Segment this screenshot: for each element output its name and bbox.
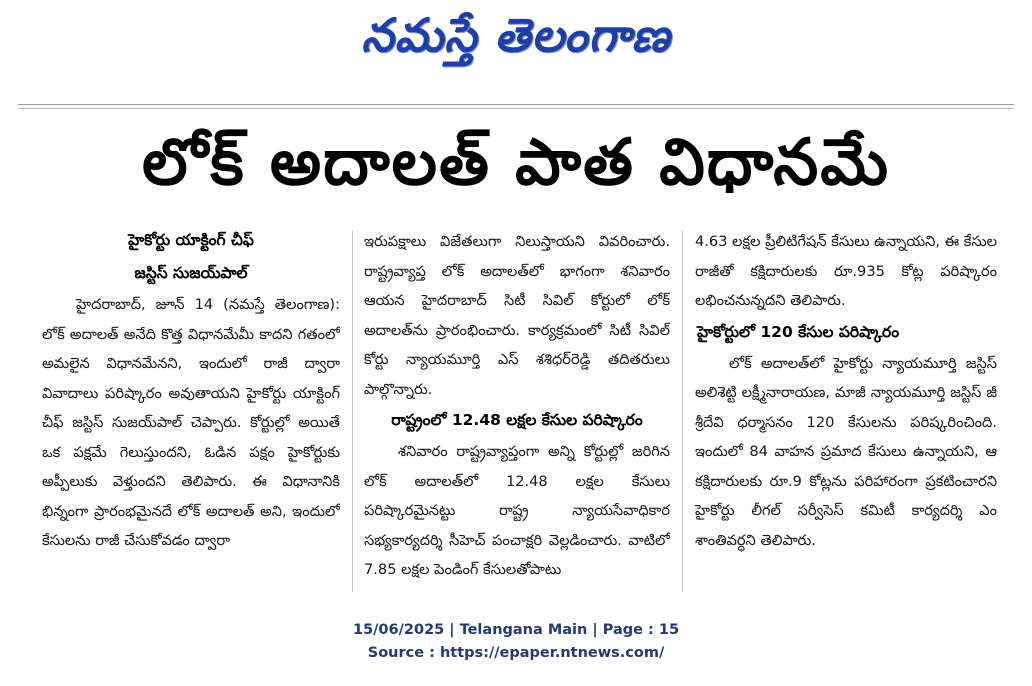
column2-subheading: రాష్ట్రంలో 12.48 లక్షల కేసుల పరిష్కారం [391,411,643,429]
footer-source-link[interactable]: Source : https://epaper.ntnews.com/ [367,645,665,661]
column2-paragraph2: శనివారం రాష్ట్రవ్యాప్తంగా అన్ని కోర్టుల్లో జరిగిన లోక్ అదాలత్‌లో 12.48 లక్షల కేసులు పరిష్కారమైనట్టు రాష్ట్ర న్యాయసేవాధికార సభ్యకార్యదర్శి సీహెచ్ పంచాక్షరి వెల్లడించారు. వాటిలో 7.85 లక్షల పెండింగ్ కేసులతోపాటు [364,443,670,578]
column-divider-2 [682,230,683,592]
column3-paragraph1: 4.63 లక్షల ప్రీలిటిగేషన్ కేసులు ఉన్నాయని, ఈ కేసుల రాజీతో కక్షిదారులకు రూ.935 కోట్ల పరిష్కారం లభించనున్నదని తెలిపారు. [695,233,997,309]
article-column-1 [42,224,340,596]
header-divider-secondary [18,108,1014,109]
newspaper-masthead [0,0,1032,82]
column-divider-1 [352,230,353,592]
byline-heading-line1: హైకోర్టు యాక్టింగ్ చీఫ్ [128,231,254,249]
column1-paragraph: హైదరాబాద్, జూన్ 14 (నమస్తే తెలంగాణ): లోక్ అదాలత్ అనేది కొత్త విధానమేమీ కాదని గతంలో అమలైన విధానమేనని, ఇందులో రాజీ ద్వారా వివాదాలు పరిష్కారం అవుతాయని హైకోర్టు యాక్టింగ్ చీఫ్ జస్టిస్ సుజయ్‌పాల్ చెప్పారు. కోర్టుల్లో అయితే ఒక పక్షమే గెలుస్తుందని, ఓడిన పక్షం హైకోర్టుకు అప్పీలుకు వెళ్తుందని తెలిపారు. ఈ విధానానికి భిన్నంగా ప్రారంభమైనదే లోక్ అదాలత్ అని, ఇందులో కేసులను రాజీ చేసుకోవడం ద్వారా [42,296,340,549]
footer-edition-info: 15/06/2025 | Telangana Main | Page : 15 [352,622,680,638]
column3-paragraph2: లోక్ అదాలత్‌లో హైకోర్టు న్యాయమూర్తి జస్టిస్ అలిశెట్టి లక్ష్మీనారాయణ, మాజీ న్యాయమూర్తి జస్టిస్ జీ శ్రీదేవి ధర్మాసనం 120 కేసులను పరిష్కరించింది. ఇందులో 84 వాహన ప్రమాద కేసులు ఉన్నాయని, ఆ కక్షిదారులకు రూ.9 కోట్లను పరిహారంగా ప్రకటించారని హైకోర్టు లీగల్ సర్వీసెస్ కమిటీ కార్యదర్శి ఎం శాంతివర్ధని తెలిపారు. [695,354,997,549]
column3-subheading: హైకోర్టులో 120 కేసుల పరిష్కారం [697,322,900,341]
article-column-3 [695,227,997,599]
column2-paragraph1: ఇరుపక్షాలు విజేతలుగా నిలుస్తాయని వివరించారు. రాష్ట్రవ్యాప్త లోక్ అదాలత్‌లో భాగంగా శనివారం ఆయన హైదరాబాద్ సిటీ సివిల్ కోర్టులో లోక్ అదాలత్‌ను ప్రారంభించారు. కార్యక్రమంలో సిటీ సివిల్ కోర్టు న్యాయమూర్తి ఎస్ శశిధర్‌రెడ్డి తదితరులు పాల్గొన్నారు. [364,233,670,398]
byline-heading-line2: జస్టిస్ సుజయ్‌పాల్ [134,264,248,282]
header-divider [18,104,1014,105]
masthead-logo-text: నమస్తే తెలంగాణ [361,8,671,62]
article-headline: లోక్ అదాలత్ పాత విధానమే [142,125,890,200]
article-column-2 [364,227,670,599]
